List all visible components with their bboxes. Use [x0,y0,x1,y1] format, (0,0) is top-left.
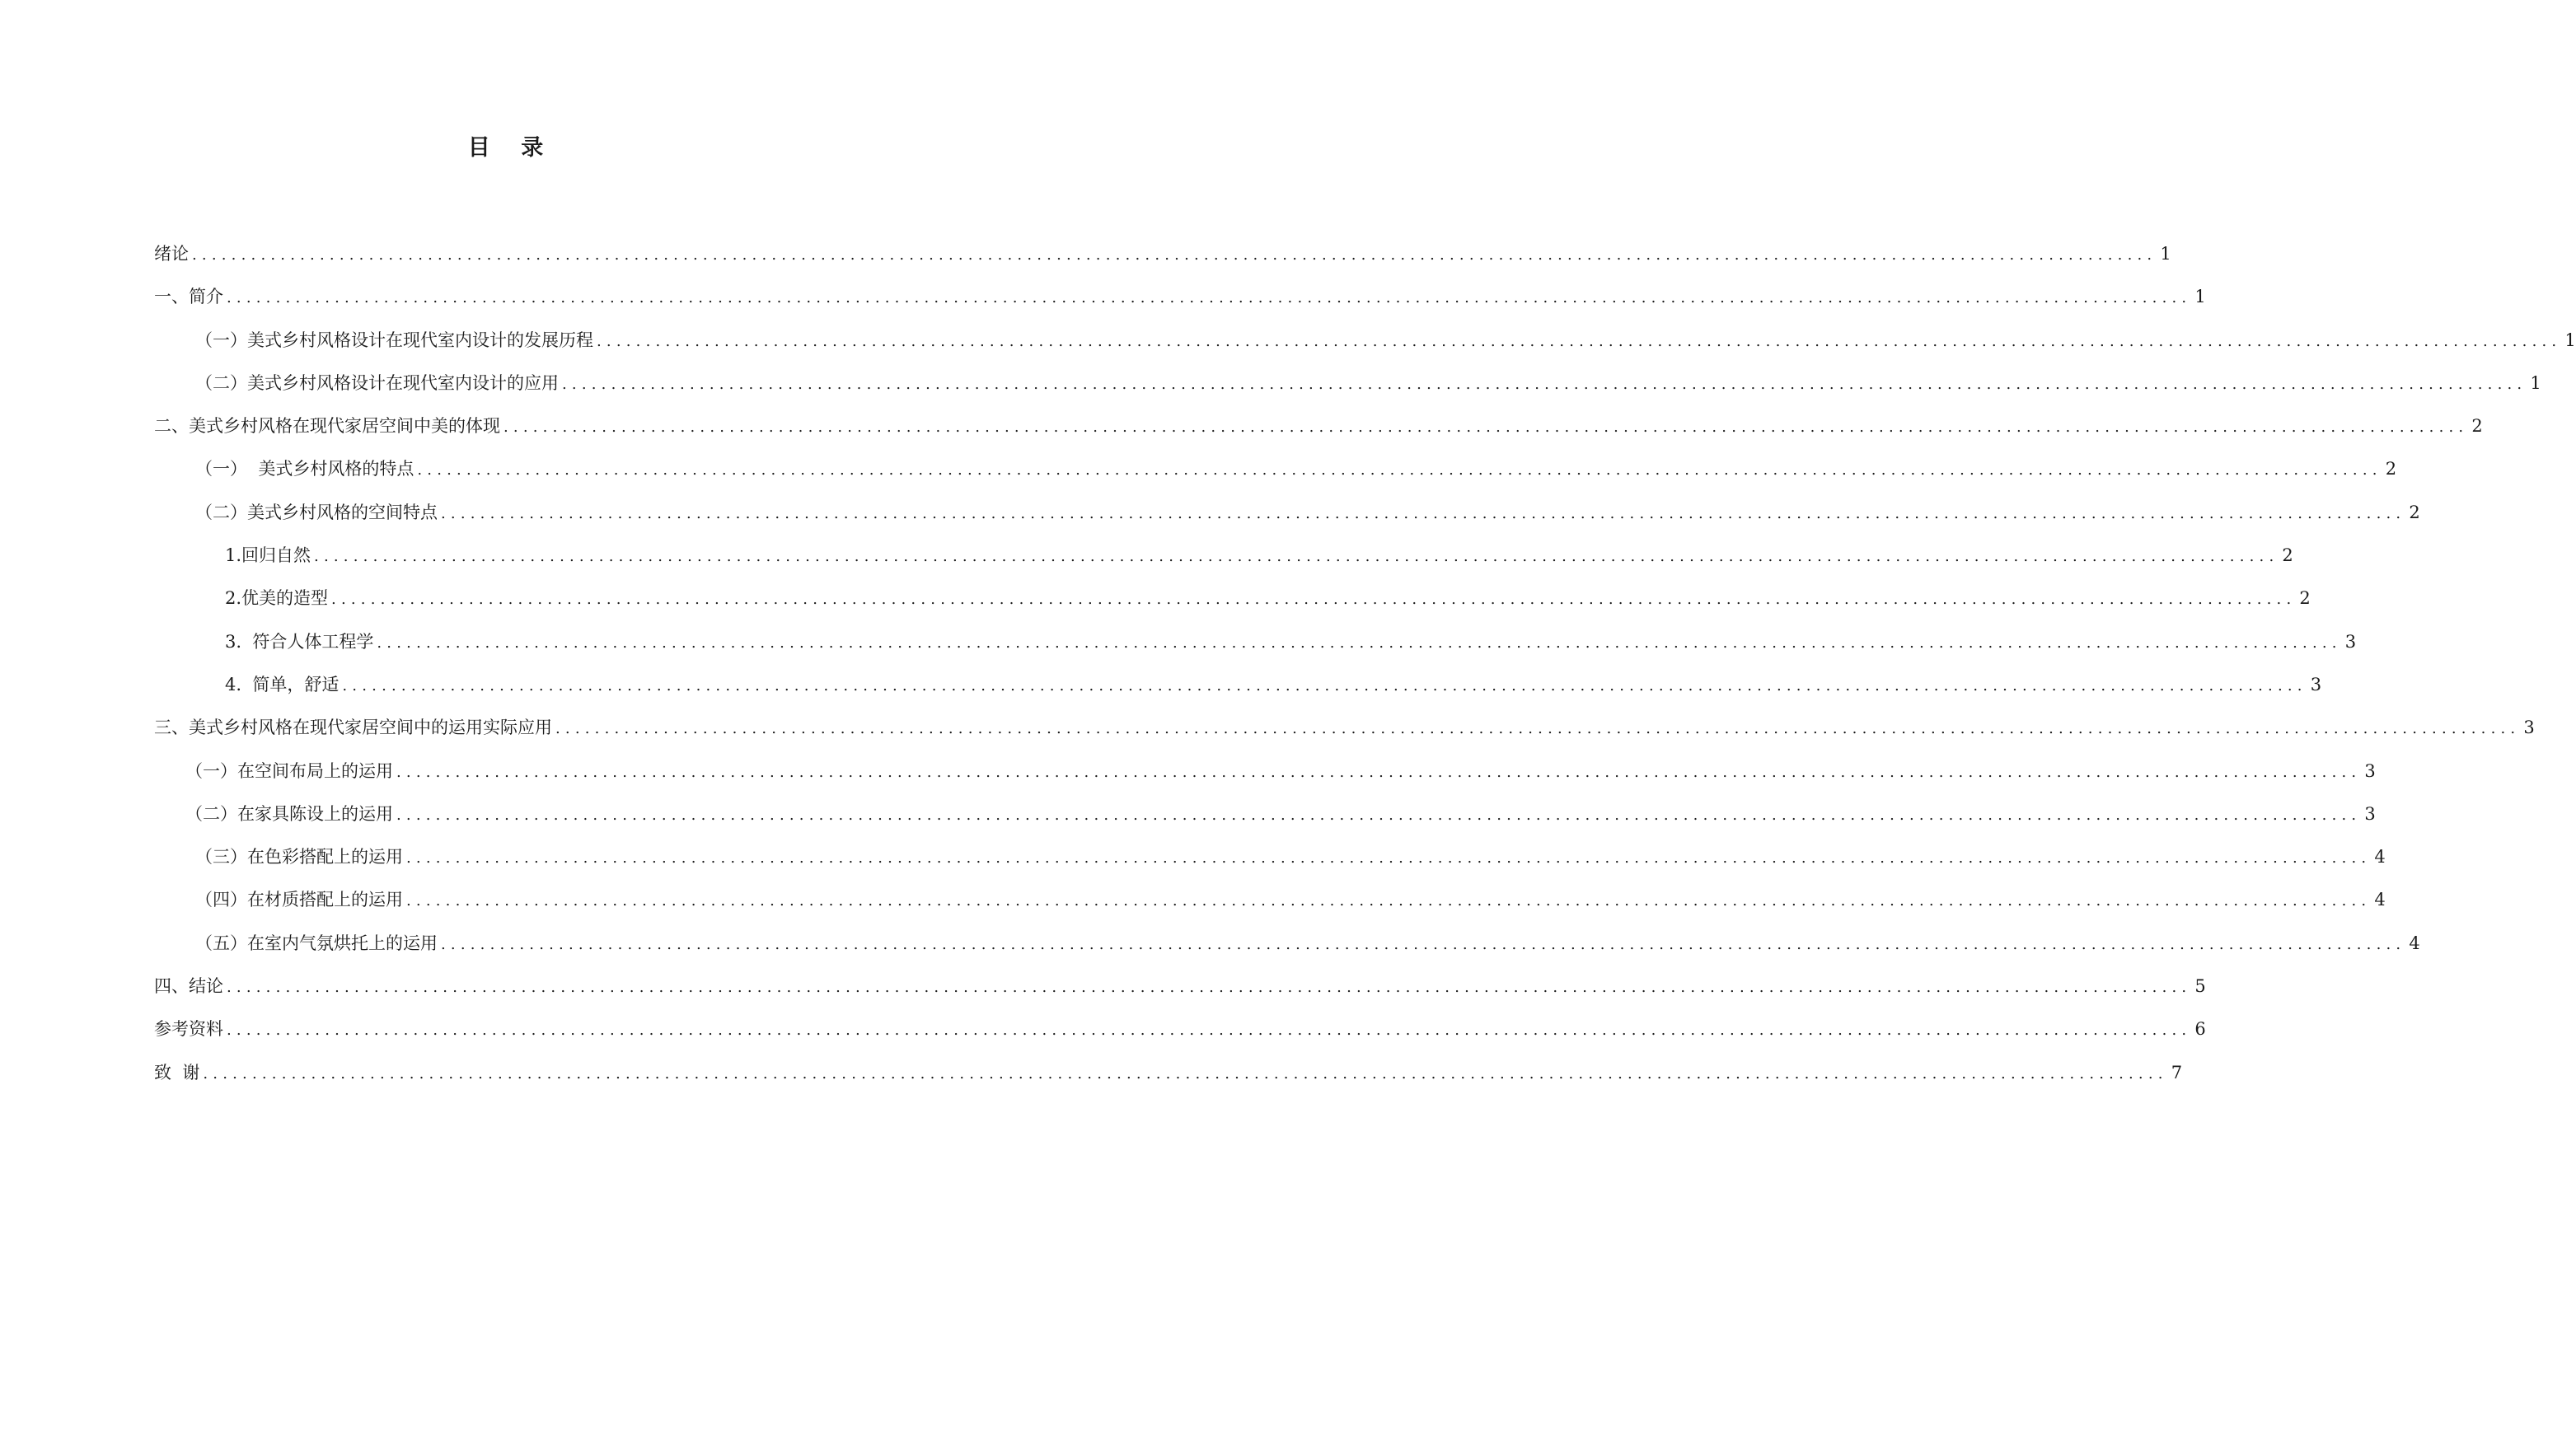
dot-leader: ........................................................................................................................................................................................................ [227,289,2192,307]
toc-entry-label: 2.优美的造型 [225,588,329,609]
dot-leader: ........................................................................................................................................................................................................ [314,548,2279,566]
toc-entry-page: 2 [2471,416,2483,437]
toc-entry-label: 3. 符合人体工程学 [225,631,374,652]
toc-entry-introduction[interactable] [154,241,2171,284]
toc-entry-label: 三、美式乡村风格在现代家居空间中的运用实际应用 [154,718,552,738]
toc-entry-page: 2 [2299,588,2311,609]
toc-entry-page: 1 [2160,244,2171,264]
dot-leader: ........................................................................................................................................................................................................ [396,806,2362,824]
dot-leader: ........................................................................................................................................................................................................ [406,849,2372,867]
toc-list [154,241,2576,1103]
toc-entry-section-1[interactable] [154,284,2206,327]
dot-leader: ........................................................................................................................................................................................................ [396,763,2362,781]
toc-entry-page: 3 [2523,718,2535,738]
toc-entry-page: 3 [2344,631,2357,652]
dot-leader: ........................................................................................................................................................................................................ [227,1022,2192,1040]
toc-entry-page: 7 [2171,1062,2183,1083]
toc-entry-section-2-2-2[interactable] [154,586,2311,629]
dot-leader: ........................................................................................................................................................................................................ [203,1064,2168,1083]
toc-title: 目 录 [467,135,555,161]
toc-entry-section-2-2-4[interactable] [154,672,2322,715]
toc-entry-page: 1 [2194,287,2206,307]
toc-entry-page: 1 [2564,330,2576,350]
dot-leader: ........................................................................................................................................................................................................ [555,720,2521,738]
dot-leader: ........................................................................................................................................................................................................ [331,591,2297,609]
dot-leader: ........................................................................................................................................................................................................ [417,461,2382,479]
toc-entry-section-3[interactable] [154,715,2535,758]
toc-entry-label: 4. 简单，舒适 [225,674,340,694]
dot-leader: ........................................................................................................................................................................................................ [562,375,2527,393]
toc-entry-label: （五）在室内气氛烘托上的运用 [195,933,438,953]
dot-leader: ........................................................................................................................................................................................................ [377,634,2342,652]
toc-entry-page: 2 [2409,502,2420,522]
toc-entry-label: （二）美式乡村风格设计在现代室内设计的应用 [195,372,559,393]
toc-entry-page: 4 [2374,847,2386,867]
toc-entry-page: 2 [2282,545,2293,566]
toc-entry-acknowledgements[interactable] [154,1060,2183,1103]
toc-entry-label: 致 谢 [154,1062,200,1083]
toc-entry-section-3-4[interactable] [154,887,2386,930]
toc-entry-section-3-2[interactable] [154,802,2376,844]
dot-leader: ........................................................................................................................................................................................................ [227,979,2192,997]
toc-entry-section-2[interactable] [154,414,2483,456]
toc-entry-section-2-2-3[interactable] [154,629,2357,672]
toc-entry-label: （二）美式乡村风格的空间特点 [195,502,438,522]
toc-entry-page: 3 [2310,674,2322,694]
dot-leader: ........................................................................................................................................................................................................ [406,892,2372,910]
toc-entry-label: （一） 美式乡村风格的特点 [195,459,415,479]
toc-entry-label: （一）美式乡村风格设计在现代室内设计的发展历程 [195,330,593,350]
toc-entry-label: 四、结论 [154,976,223,997]
dot-leader: ........................................................................................................................................................................................................ [342,676,2307,694]
toc-entry-section-2-2-1[interactable] [154,543,2293,586]
toc-entry-label: 参考资料 [154,1019,223,1040]
toc-entry-section-2-2[interactable] [154,500,2420,543]
toc-entry-label: 1.回归自然 [225,545,311,566]
toc-entry-label: （三）在色彩搭配上的运用 [195,847,403,867]
toc-entry-page: 5 [2194,976,2206,997]
toc-entry-page: 3 [2364,760,2376,781]
toc-entry-section-1-1[interactable] [154,328,2576,371]
toc-entry-page: 3 [2364,803,2376,824]
toc-entry-section-3-5[interactable] [154,931,2420,974]
toc-entry-label: （一）在空间布局上的运用 [185,760,393,781]
dot-leader: ........................................................................................................................................................................................................ [441,935,2406,953]
toc-entry-label: 绪论 [154,244,189,264]
toc-entry-section-1-2[interactable] [154,371,2541,414]
dot-leader: ........................................................................................................................................................................................................ [441,504,2406,522]
toc-entry-label: 二、美式乡村风格在现代家居空间中美的体现 [154,416,500,437]
toc-entry-section-3-3[interactable] [154,844,2386,887]
toc-entry-page: 1 [2530,372,2541,393]
toc-entry-page: 4 [2374,890,2386,910]
toc-entry-section-3-1[interactable] [154,759,2376,802]
toc-entry-label: 一、简介 [154,287,223,307]
toc-entry-label: （四）在材质搭配上的运用 [195,890,403,910]
toc-entry-label: （二）在家具陈设上的运用 [185,803,393,824]
toc-entry-section-4[interactable] [154,974,2206,1017]
toc-entry-page: 6 [2194,1019,2206,1040]
toc-entry-page: 4 [2409,933,2420,953]
dot-leader: ........................................................................................................................................................................................................ [192,246,2157,264]
dot-leader: ........................................................................................................................................................................................................ [597,332,2562,350]
toc-entry-references[interactable] [154,1017,2206,1059]
toc-entry-section-2-1[interactable] [154,456,2397,499]
dot-leader: ........................................................................................................................................................................................................ [503,419,2469,437]
toc-entry-page: 2 [2385,459,2397,479]
